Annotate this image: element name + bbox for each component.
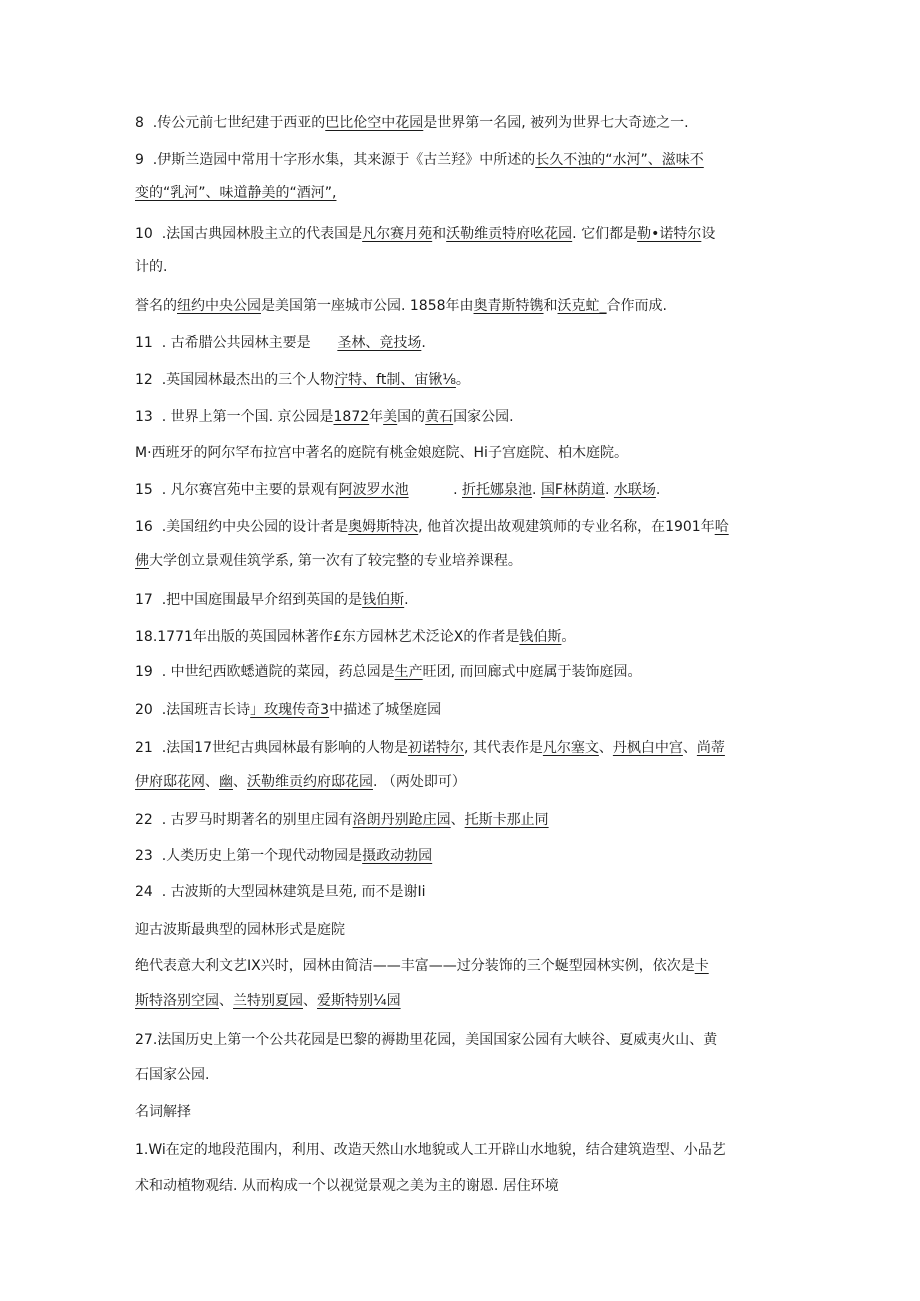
underlined-answer: 阿波罗水池 — [338, 482, 409, 498]
text-line — [135, 1176, 559, 1196]
underlined-answer: 纽约中央公园 — [177, 298, 261, 314]
text-segment: . （两处即可） — [373, 774, 466, 790]
text-line — [135, 296, 667, 316]
text-segment: 术和动植物观结. 从而构成一个以视觉景观之美为主的谢恩. 居住环境 — [135, 1178, 559, 1194]
underlined-answer: 钱伯斯 — [362, 592, 405, 608]
underlined-answer: 伊府邸花网 — [135, 774, 205, 790]
underlined-answer: 尚蒂 — [696, 740, 725, 756]
text-line — [135, 113, 689, 133]
text-segment: 国家公园. — [453, 409, 514, 425]
underlined-answer: 变的“乳河”、味道静美的“酒河”, — [135, 185, 337, 201]
text-line — [135, 738, 725, 758]
text-segment: 是美国第一座城市公园. 1858年由 — [261, 298, 474, 314]
text-line — [135, 150, 704, 170]
underlined-answer: 斯特洛别空园 — [135, 993, 219, 1009]
text-segment: 、 — [682, 740, 697, 756]
text-segment: 、 — [303, 993, 317, 1009]
text-line — [135, 257, 167, 277]
text-segment: 17 .把中国庭围最早介绍到英国的是 — [135, 592, 363, 608]
text-segment: 设 — [701, 226, 716, 242]
underlined-answer: 初诺特尔 — [407, 740, 464, 756]
text-segment: 、 — [219, 993, 233, 1009]
text-segment: 22 . 古罗马时期著名的别里庄园有 — [135, 812, 353, 828]
text-line — [135, 700, 441, 720]
underlined-answer: 」玫瑰传奇3 — [250, 702, 330, 718]
text-segment: 27.法国历史上第一个公共花园是巴黎的褥勘里花园，美国国家公园有大峡谷、夏威夷火山、黄 — [135, 1032, 718, 1048]
underlined-answer: 凡尔赛月苑 — [362, 226, 433, 242]
text-segment: . — [532, 482, 541, 498]
text-segment: 。 — [455, 372, 470, 388]
text-segment: 9 .伊斯兰造园中常用十字形水集，其来源于《古兰羟》中所述的 — [135, 152, 536, 168]
text-segment: 、 — [233, 774, 247, 790]
text-segment: 12 .英国园林最杰出的三个人物 — [135, 372, 335, 388]
underlined-answer: 圣林、竞技场 — [337, 335, 422, 351]
underlined-answer: 卡 — [694, 958, 709, 974]
text-segment: 中描述了城堡庭园 — [329, 702, 442, 718]
text-segment: 20 .法国班吉长诗 — [135, 702, 251, 718]
text-segment: 10 .法国古典园林股主立的代表国是 — [135, 226, 363, 242]
text-line — [135, 920, 345, 940]
text-line — [135, 991, 401, 1011]
text-segment: 计的. — [135, 259, 168, 275]
text-segment: 石国家公园. — [135, 1067, 210, 1083]
underlined-answer: 沃勒维贡约府邸花园 — [247, 774, 373, 790]
text-segment: 、 — [450, 812, 465, 828]
text-segment: M·西班牙的阿尔罕布拉宫中著名的庭院有桃金娘庭院、Hi子宫庭院、柏木庭院。 — [135, 445, 628, 461]
text-line — [135, 627, 575, 647]
text-line — [135, 407, 514, 427]
text-segment: 迎古波斯最典型的园林形式是庭院 — [135, 922, 345, 938]
text-line — [135, 224, 715, 244]
text-segment: 、 — [598, 740, 613, 756]
text-segment: 15 . 凡尔赛宫苑中主要的景观有 — [135, 482, 339, 498]
text-segment: 名词解择 — [135, 1104, 191, 1120]
text-line — [135, 772, 466, 792]
text-segment: , 其代表作是 — [463, 740, 543, 756]
text-segment: . — [408, 482, 463, 498]
text-line — [135, 956, 709, 976]
text-line — [135, 551, 522, 571]
text-line — [135, 370, 470, 390]
text-segment: . — [421, 335, 426, 351]
text-line — [135, 882, 426, 902]
text-line — [135, 846, 432, 866]
underlined-answer: 沃勒维贡特府吆花园 — [446, 226, 573, 242]
underlined-answer: 钱伯斯 — [519, 629, 562, 645]
text-line — [135, 1065, 209, 1085]
text-segment: 23 .人类历史上第一个现代动物园是 — [135, 848, 363, 864]
text-segment: 、 — [205, 774, 219, 790]
text-segment: 和 — [543, 298, 558, 314]
text-segment: 18.1771年出版的英国园林著作£东方园林艺术泛论X的作者是 — [135, 629, 520, 645]
underlined-answer: 巴比伦空中花园 — [325, 115, 424, 131]
underlined-answer: 托斯卡那止同 — [464, 812, 549, 828]
text-segment: 誉名的 — [135, 298, 177, 314]
text-line — [135, 1140, 726, 1160]
underlined-answer: 泞特、ft制、宙锹⅛ — [334, 372, 456, 388]
text-segment: 13 . 世界上第一个国. 京公园是 — [135, 409, 334, 425]
text-segment: . — [605, 482, 614, 498]
underlined-answer: 1872 — [333, 409, 370, 425]
text-segment: , 他首次提出故观建筑师的专业名称，在1901年 — [418, 519, 715, 535]
underlined-answer: 折托娜泉池 — [462, 482, 533, 498]
text-segment: 绝代表意大利文艺IX兴时，园林由简洁——丰富——过分装饰的三个蜒型园林实例，依次是 — [135, 958, 695, 974]
underlined-answer: 奥青斯特镌 — [473, 298, 544, 314]
text-segment: 11 . 古希腊公共园林主要是 — [135, 335, 338, 351]
text-line — [135, 590, 409, 610]
underlined-answer: 摄政动勃园 — [362, 848, 433, 864]
underlined-answer: 沃克虻_ — [557, 298, 607, 314]
text-line — [135, 333, 426, 353]
text-segment: 1.Wi在定的地段范围内，利用、改造天然山水地貌或人工开辟山水地貌，结合建筑造型、小品艺 — [135, 1142, 726, 1158]
text-segment: 24 . 古波斯的大型园林建筑是旦苑, 而不是谢Ii — [135, 884, 426, 900]
underlined-answer: 生产 — [394, 664, 423, 680]
underlined-answer: 凡尔塞文 — [542, 740, 599, 756]
text-segment: . — [404, 592, 409, 608]
text-line — [135, 810, 549, 830]
text-segment: 是世界第一名园, 被列为世界七大奇迹之一. — [423, 115, 689, 131]
text-segment: 8 .传公元前七世纪建于西亚的 — [135, 115, 326, 131]
text-segment: . 它们都是 — [572, 226, 638, 242]
underlined-answer: 水联场 — [613, 482, 656, 498]
text-line — [135, 1102, 191, 1122]
text-segment: 19 . 中世纪西欧蟋遒院的菜园，药总园是 — [135, 664, 395, 680]
text-segment: 和 — [432, 226, 447, 242]
underlined-answer: 兰特别夏园 — [233, 993, 303, 1009]
underlined-answer: 幽 — [219, 774, 233, 790]
underlined-answer: 奥姆斯特决 — [348, 519, 419, 535]
text-segment: . — [655, 482, 661, 498]
text-segment: 年 — [369, 409, 384, 425]
text-segment: 。 — [561, 629, 576, 645]
text-line — [135, 443, 628, 463]
underlined-answer: 美 — [383, 409, 398, 425]
text-line — [135, 1030, 717, 1050]
text-segment: 合作而成. — [606, 298, 667, 314]
underlined-answer: 长久不浊的“水河”、滋味不 — [535, 152, 704, 168]
text-segment: 大学创立景观佳筑学系, 第一次有了较完整的专业培养课程。 — [149, 553, 522, 569]
underlined-answer: 爱斯特别¼园 — [317, 993, 401, 1009]
text-segment: 国的 — [397, 409, 426, 425]
text-line — [135, 183, 336, 203]
text-segment: 旺团, 而回廊式中庭属于装饰庭园。 — [422, 664, 642, 680]
text-segment: 21 .法国17世纪古典园林最有影响的人物是 — [135, 740, 408, 756]
text-line — [135, 517, 729, 537]
underlined-answer: 佛 — [135, 553, 149, 569]
underlined-answer: 国F林荫道 — [540, 482, 605, 498]
underlined-answer: 哈 — [714, 519, 729, 535]
text-line — [135, 662, 642, 682]
text-line — [135, 480, 660, 500]
underlined-answer: 丹枫白中宫 — [612, 740, 683, 756]
text-segment: 16 .美国纽约中央公园的设计者是 — [135, 519, 349, 535]
underlined-answer: 黄石 — [425, 409, 454, 425]
underlined-answer: 洛朗丹别跄庄园 — [352, 812, 451, 828]
underlined-answer: 勒•诺特尔 — [637, 226, 702, 242]
